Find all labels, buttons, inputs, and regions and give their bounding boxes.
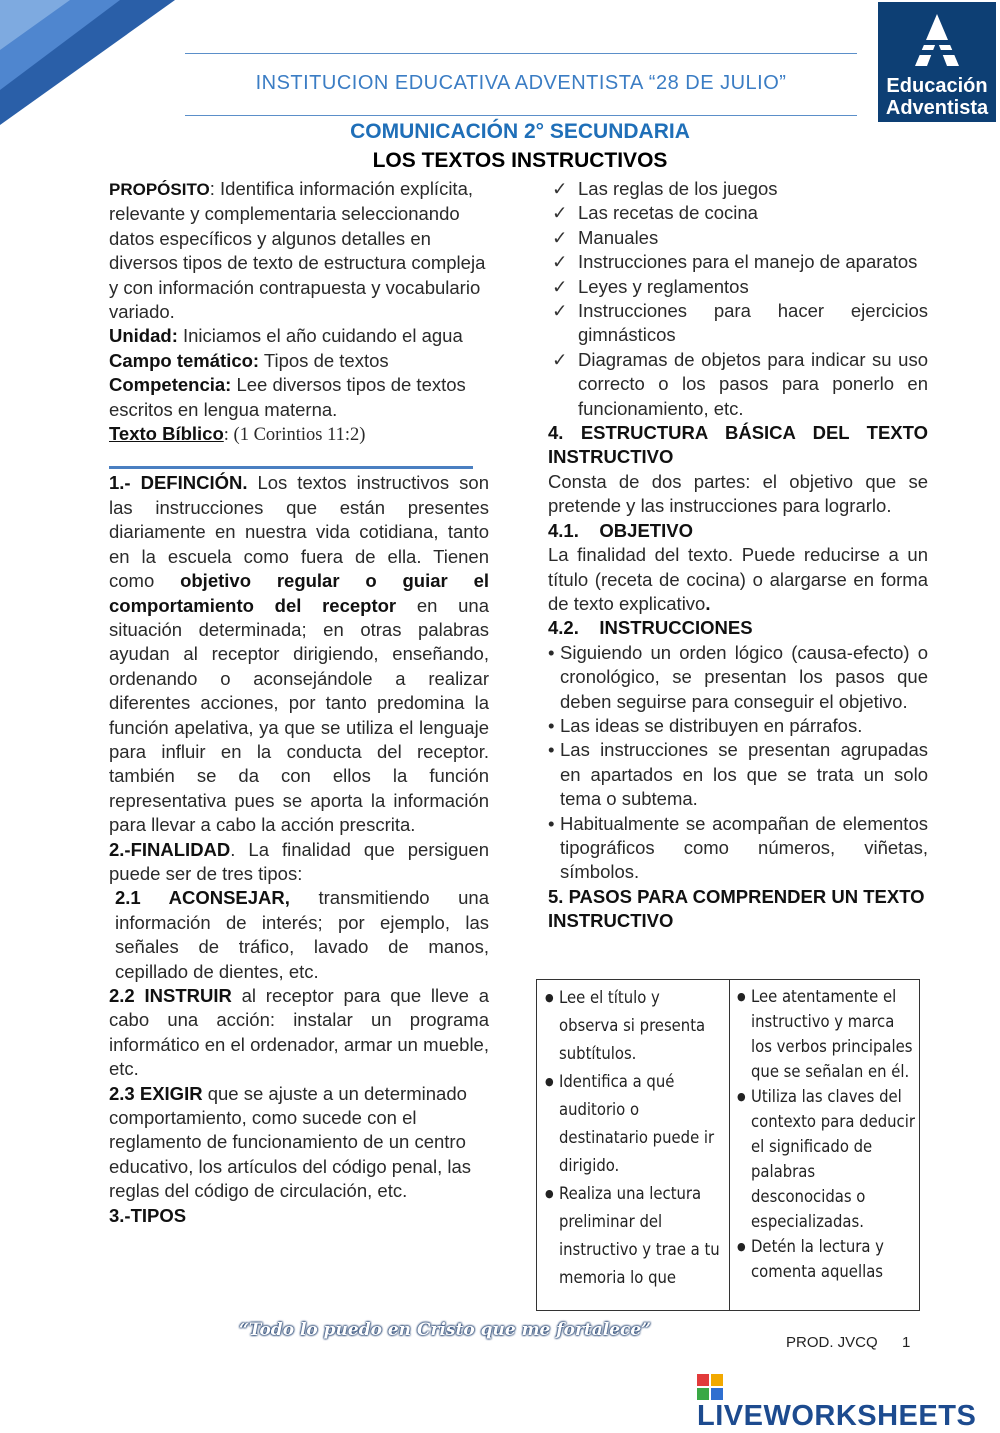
aconsejar: 2.1 ACONSEJAR, transmitiendo una información de interés; por ejemplo, las señales de tráfico, lavado de manos, cepillado de dientes, etc. (115, 887, 490, 982)
producer-credit: PROD. JVCQ (786, 1334, 878, 1351)
estructura-heading: 4. ESTRUCTURA BÁSICA DEL TEXTO INSTRUCTIVO (548, 422, 928, 468)
liveworksheets-logo-icon (697, 1374, 723, 1400)
objetivo-heading: 4.1. OBJETIVO (548, 519, 693, 541)
list-item: ● Lee atentamente el instructivo y marca los verbos principales que se señalan en él. (737, 984, 915, 1084)
list-item: ● Identifica a qué auditorio o destinatario puede ir dirigido. (545, 1068, 723, 1180)
unidad: Unidad: Iniciamos el año cuidando el agua (109, 325, 463, 347)
list-item: • Siguiendo un orden lógico (causa-efecto) o cronológico, se presentan los pasos que deben seguirse para conseguir el objetivo. (548, 641, 928, 714)
list-item: ✓ Leyes y reglamentos (548, 275, 928, 299)
list-item: • Las ideas se distribuyen en párrafos. (548, 714, 928, 738)
texto-biblico: Texto Bíblico: (1 Corintios 11:2) (109, 423, 366, 446)
steps-table (536, 979, 920, 1311)
liveworksheets-brand[interactable] (697, 1374, 1000, 1432)
list-item: ✓ Manuales (548, 226, 928, 250)
pasos-heading: 5. PASOS PARA COMPRENDER UN TEXTO INSTRUCTIVO (548, 885, 925, 932)
proposito: PROPÓSITO: Identifica información explícita, relevante y complementaria seleccionando datos específicos y algunos detalles en diversos tipos de texto de estructura compleja y con información contrapuesta y vocabulario variado. (109, 178, 486, 323)
table-divider (729, 980, 730, 1310)
page-number: 1 (902, 1334, 911, 1351)
right-column (548, 177, 928, 934)
list-item: ✓ Instrucciones para el manejo de aparatos (548, 250, 928, 274)
list-item: ● Realiza una lectura preliminar del instructivo y trae a tu memoria lo que (545, 1180, 723, 1292)
types-list (548, 177, 928, 421)
competencia: Competencia: Lee diversos tipos de textos escritos en lengua materna. (109, 374, 466, 420)
instrucciones-list (548, 641, 928, 885)
list-item: ✓ Instrucciones para hacer ejercicios gimnásticos (548, 299, 928, 348)
bible-underline (109, 466, 473, 469)
list-item: • Habitualmente se acompañan de elementos tipográficos como números, viñetas, símbolos. (548, 812, 928, 885)
list-item: ✓ Las reglas de los juegos (548, 177, 928, 201)
exigir: 2.3 EXIGIR que se ajuste a un determinado comportamiento, como sucede con el reglamento de funcionamiento de un centro educativo, los artículos del código penal, las reglas del código de circulación, etc. (109, 1082, 471, 1202)
left-column (109, 177, 489, 1228)
list-item: ✓ Las recetas de cocina (548, 201, 928, 225)
definicion: 1.- DEFINCIÓN. Los textos instructivos son las instrucciones que están presentes diariamente en nuestra vida cotidiana, tanto en la escuela como fuera de ella. Tienen como objetivo regular o guiar el comportamiento del receptor en una situación determinada; en otras palabras ayudan al receptor dirigiendo, enseñando, ordenando o aconsejándole a realizar diferentes acciones, por tanto predomina la función apelativa, ya que se utiliza el lenguaje para influir en la conducta del receptor. también se da con ellos la función representativa pues se aporta la información para llevar a cabo la acción prescrita. (109, 472, 489, 836)
list-item: ● Lee el título y observa si presenta subtítulos. (545, 984, 723, 1068)
list-item: ● Detén la lectura y comenta aquellas (737, 1234, 915, 1284)
subject-title: COMUNICACIÓN 2° SECUNDARIA (350, 120, 690, 143)
finalidad: 2.-FINALIDAD. La finalidad que persiguen puede ser de tres tipos: (109, 838, 489, 884)
adventist-flame-icon (907, 10, 967, 70)
campo-tematico: Campo temático: Tipos de textos (109, 349, 389, 371)
instruir: 2.2 INSTRUIR al receptor para que lleve a cabo una acción: instalar un programa informático en el ordenador, armar un mueble, etc. (109, 985, 489, 1080)
estructura-text: Consta de dos partes: el objetivo que se pretende y las instrucciones para lograrlo. (548, 470, 928, 517)
corner-decoration (0, 0, 175, 125)
page-title: LOS TEXTOS INSTRUCTIVOS (372, 149, 668, 172)
school-name: INSTITUCION EDUCATIVA ADVENTISTA “28 DE JULIO” (255, 72, 787, 94)
steps-right-cell (737, 984, 915, 1284)
header-rule-top (185, 53, 857, 54)
instrucciones-heading: 4.2. INSTRUCCIONES (548, 617, 753, 639)
education-logo (878, 2, 996, 122)
brand-text: LIVEWORKSHEETS (697, 1400, 977, 1432)
list-item: • Las instrucciones se presentan agrupadas en apartados en los que se trata un solo tema o subtema. (548, 738, 928, 811)
logo-line1: Educación (886, 75, 988, 97)
objetivo-text: La finalidad del texto. Puede reducirse a un título (receta de cocina) o alargarse en forma de texto explicativo. (548, 544, 928, 614)
steps-left-cell (545, 984, 723, 1292)
motto: “Todo lo puedo en Cristo que me fortalece” (238, 1320, 651, 1340)
list-item: ✓ Diagramas de objetos para indicar su uso correcto o los pasos para ponerlo en funcionamiento, etc. (548, 348, 928, 421)
list-item: ● Utiliza las claves del contexto para deducir el significado de palabras desconocidas o especializadas. (737, 1084, 915, 1234)
header-rule-bottom (185, 115, 857, 116)
logo-line2: Adventista (885, 97, 989, 119)
tipos-heading: 3.-TIPOS (109, 1204, 187, 1226)
